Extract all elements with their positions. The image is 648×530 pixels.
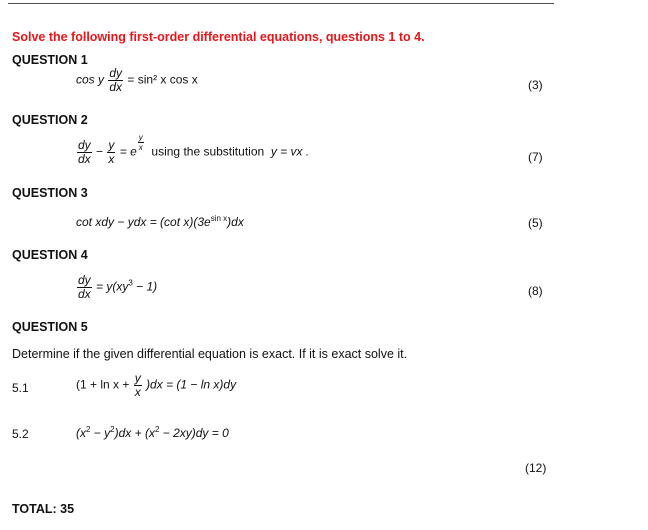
p52-b: − y xyxy=(90,426,111,440)
q3-tail: )dx xyxy=(227,215,244,229)
question-5-text: Determine if the given differential equation is exact. If it is exact solve it. xyxy=(12,347,408,361)
question-1-marks: (3) xyxy=(528,78,543,92)
q2-fraction-2 xyxy=(107,139,115,166)
question-4-heading: QUESTION 4 xyxy=(12,248,88,262)
q3-exponent: sin x xyxy=(210,214,228,223)
question-3-heading: QUESTION 3 xyxy=(12,186,88,200)
q1-rhs: = sin² x cos x xyxy=(127,72,198,87)
q2-fraction-1 xyxy=(77,139,92,166)
p52-sup2: 2 xyxy=(110,425,115,434)
p52-a: (x xyxy=(76,426,86,440)
q2-exp-den: x xyxy=(138,143,143,152)
q2-exp-num: y xyxy=(138,133,143,142)
question-1-equation xyxy=(76,67,198,94)
top-rule xyxy=(8,0,554,4)
q1-fraction xyxy=(108,67,123,94)
p52-sup3: 2 xyxy=(154,425,160,434)
part-5-2-number: 5.2 xyxy=(12,427,29,441)
question-2-heading: QUESTION 2 xyxy=(12,113,88,127)
q1-lhs-prefix: cos y xyxy=(76,72,105,87)
instruction-text: Solve the following first-order differential equations, questions 1 to 4. xyxy=(12,30,425,44)
total-marks: TOTAL: 35 xyxy=(12,502,75,516)
q2-exponent-fraction xyxy=(138,133,144,152)
question-4-marks: (8) xyxy=(528,284,543,298)
q4-frac-den: dx xyxy=(78,287,91,301)
q3-text: cot xdy − ydx = (cot x)(3e xyxy=(76,215,211,229)
q1-frac-num: dy xyxy=(109,66,123,80)
q2-frac2-den: x xyxy=(108,152,115,166)
p52-sup1: 2 xyxy=(86,425,91,434)
question-5-heading: QUESTION 5 xyxy=(12,320,88,334)
question-3-equation xyxy=(76,215,244,229)
q4-rhs-suffix: − 1) xyxy=(132,279,158,294)
q2-frac2-num: y xyxy=(108,138,115,152)
q2-minus: − xyxy=(96,144,104,159)
part-5-2-equation xyxy=(76,426,229,440)
question-5-marks: (12) xyxy=(525,461,547,475)
p51-frac-num: y xyxy=(134,371,141,385)
question-2-marks: (7) xyxy=(528,150,543,164)
q2-text: using the substitution xyxy=(151,144,265,159)
q2-substitution: y = vx . xyxy=(270,144,310,159)
question-3-marks: (5) xyxy=(528,216,543,230)
p51-frac-den: x xyxy=(134,385,141,399)
part-5-1-equation xyxy=(76,372,236,399)
q4-rhs-prefix: = y(xy xyxy=(96,279,129,294)
q4-frac-num: dy xyxy=(78,273,91,287)
question-1-heading: QUESTION 1 xyxy=(12,53,88,67)
p51-suffix: )dx = (1 − ln x)dy xyxy=(146,377,237,392)
q2-frac1-num: dy xyxy=(78,138,91,152)
p52-c: )dx + (x xyxy=(114,426,155,440)
p52-d: − 2xy)dy = 0 xyxy=(159,426,229,440)
q4-exponent: 3 xyxy=(128,278,133,288)
q1-frac-den: dx xyxy=(109,80,123,94)
part-5-1-number: 5.1 xyxy=(12,381,29,395)
question-4-equation xyxy=(76,274,157,301)
q4-fraction xyxy=(77,274,92,301)
q2-equals-e: = e xyxy=(119,144,137,159)
p51-fraction xyxy=(134,372,142,399)
q2-frac1-den: dx xyxy=(78,152,91,166)
p51-prefix: (1 + ln x + xyxy=(76,377,130,392)
question-2-equation xyxy=(76,133,310,166)
